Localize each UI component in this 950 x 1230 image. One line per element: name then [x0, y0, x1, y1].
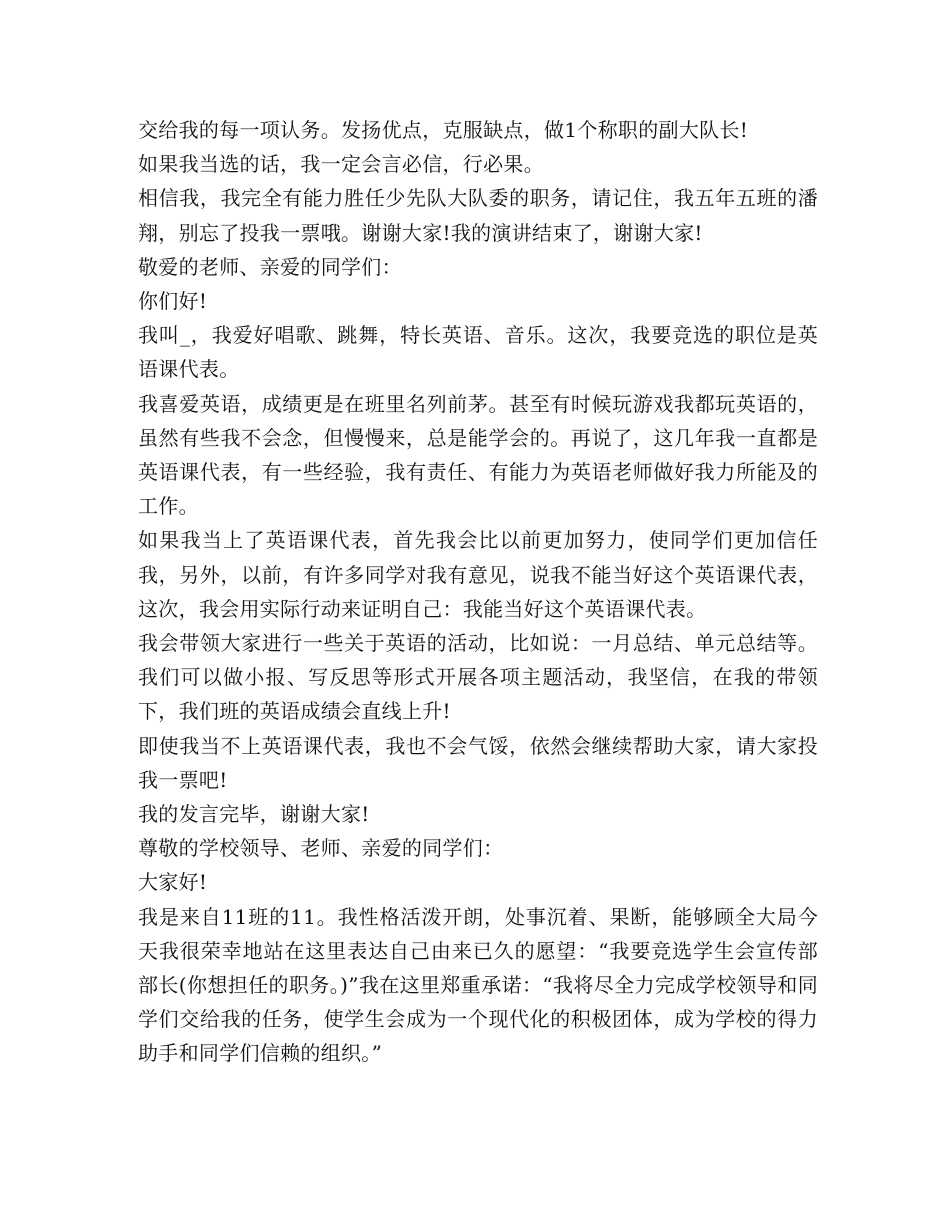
paragraph: 即使我当不上英语课代表，我也不会气馁，依然会继续帮助大家，请大家投我一票吧!: [138, 733, 818, 792]
paragraph: 我是来自11班的11。我性格活泼开朗，处事沉着、果断，能够顾全大局今天我很荣幸地站在这里表达自己由来已久的愿望：“我要竞选学生会宣传部部长(你想担任的职务。)”我在这里郑重承诺：“我将尽全力完成学校领导和同学们交给我的任务，使学生会成为一个现代化的积极团体，成为学校的得力助手和同学们信赖的组织。”: [138, 904, 818, 1066]
paragraph: 你们好!: [138, 289, 208, 314]
document-body: [138, 113, 818, 1071]
paragraph: 相信我，我完全有能力胜任少先队大队委的职务，请记住，我五年五班的潘翔，别忘了投我一票哦。谢谢大家!我的演讲结束了，谢谢大家!: [138, 186, 818, 245]
paragraph: 我叫_，我爱好唱歌、跳舞，特长英语、音乐。这次，我要竞选的职位是英语课代表。: [138, 323, 818, 382]
paragraph: 如果我当选的话，我一定会言必信，行必果。: [138, 152, 544, 177]
paragraph: 尊敬的学校领导、老师、亲爱的同学们：: [138, 836, 504, 861]
paragraph: 敬爱的老师、亲爱的同学们：: [138, 254, 402, 279]
paragraph: 我会带领大家进行一些关于英语的活动，比如说：一月总结、单元总结等。我们可以做小报、写反思等形式开展各项主题活动，我坚信，在我的带领下，我们班的英语成绩会直线上升!: [138, 631, 818, 724]
paragraph: 我喜爱英语，成绩更是在班里名列前茅。甚至有时候玩游戏我都玩英语的，虽然有些我不会念，但慢慢来，总是能学会的。再说了，这几年我一直都是英语课代表，有一些经验，我有责任、有能力为英语老师做好我力所能及的工作。: [138, 391, 818, 519]
paragraph: 如果我当上了英语课代表，首先我会比以前更加努力，使同学们更加信任我，另外，以前，有许多同学对我有意见，说我不能当好这个英语课代表，这次，我会用实际行动来证明自己：我能当好这个英语课代表。: [138, 528, 818, 621]
paragraph: 我的发言完毕，谢谢大家!: [138, 802, 370, 827]
paragraph: 大家好!: [138, 870, 208, 895]
paragraph: 交给我的每一项认务。发扬优点，克服缺点，做1个称职的副大队长!: [138, 118, 749, 142]
